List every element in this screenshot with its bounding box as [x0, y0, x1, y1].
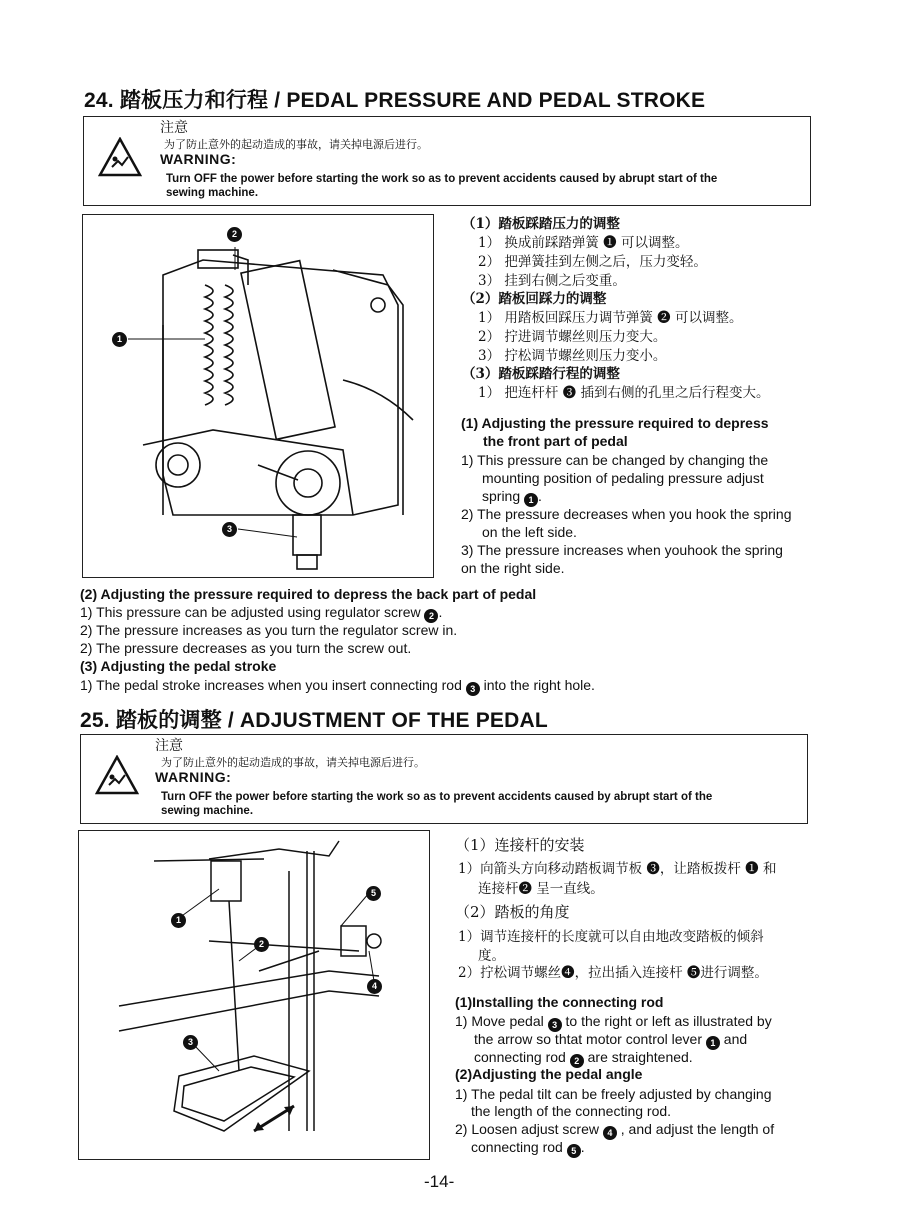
en-text: 1) This pressure can be adjusted using regulator screw — [80, 604, 421, 620]
en-text: the length of the connecting rod. — [471, 1103, 672, 1119]
warning-triangle-icon — [98, 137, 142, 177]
warning-en-title: WARNING: — [155, 769, 232, 785]
en-text: spring — [482, 488, 521, 504]
callout-4-icon: 4 — [603, 1126, 617, 1140]
en-text: 2) Loosen adjust screw — [455, 1121, 599, 1137]
en-text: and — [723, 1031, 748, 1047]
en-heading-1: (1)Installing the connecting rod — [455, 994, 664, 1010]
figure-callout-5: 5 — [366, 886, 381, 901]
zh-item: 1） 把连杆杆 ❸ 插到右侧的孔里之后行程变大。 — [478, 385, 770, 401]
zh-item: 2） 把弹簧挂到左侧之后，压力变轻。 — [478, 254, 707, 270]
callout-3-icon: 3 — [548, 1018, 562, 1032]
en-text: on the right side. — [461, 560, 565, 576]
en-heading-1: (1) Adjusting the pressure required to depress — [461, 415, 769, 431]
zh-heading-1: （1）踏板踩踏压力的调整 — [462, 216, 620, 232]
callout-3-icon: 3 — [466, 682, 480, 696]
en-text: 3) The pressure increases when youhook the spring — [461, 542, 783, 558]
figure-callout-4: 4 — [367, 979, 382, 994]
en-heading-2: (2) Adjusting the pressure required to depress the back part of pedal — [80, 586, 537, 602]
section-24-title: 24. 踏板压力和行程 / PEDAL PRESSURE AND PEDAL STROKE — [84, 89, 706, 112]
warning-en-title: WARNING: — [160, 151, 237, 167]
zh-heading-2: （2）踏板的角度 — [455, 903, 570, 921]
zh-item: 3） 挂到右侧之后变重。 — [478, 273, 626, 289]
en-text: the arrow so thtat motor control lever — [474, 1031, 702, 1047]
callout-1-icon: 1 — [524, 493, 538, 507]
en-heading-1-cont: the front part of pedal — [483, 433, 628, 449]
warning-zh-title: 注意 — [160, 120, 188, 136]
zh-item: 连接杆❷ 呈一直线。 — [478, 881, 604, 897]
zh-heading-1: （1）连接杆的安装 — [455, 836, 585, 854]
en-text-spring: spring 1 . — [482, 488, 542, 505]
en-text: 2) The pressure increases as you turn the regulator screw in. — [80, 622, 458, 638]
warning-zh-text: 为了防止意外的起动造成的事故，请关掉电源后进行。 — [164, 138, 428, 151]
figure-callout-2: 2 — [227, 227, 242, 242]
en-text: 2) The pressure decreases when you hook the spring — [461, 506, 792, 522]
pedal-mechanism-drawing — [83, 215, 433, 577]
en-text: 2) The pressure decreases as you turn the screw out. — [80, 640, 412, 656]
callout-1-icon: 1 — [706, 1036, 720, 1050]
warning-zh-title: 注意 — [155, 738, 183, 754]
en-text: into the right hole. — [483, 677, 595, 693]
en-text: 1) The pedal tilt can be freely adjusted by changing — [455, 1086, 772, 1102]
pedal-mechanism-figure — [82, 214, 434, 578]
zh-item: 度。 — [478, 948, 505, 964]
en-text: connecting rod — [471, 1139, 563, 1155]
figure-callout-1: 1 — [171, 913, 186, 928]
en-text: mounting position of pedaling pressure adjust — [482, 470, 764, 486]
pedal-adjustment-figure — [78, 830, 430, 1160]
en-text-stroke — [80, 676, 595, 696]
en-text: 1) This pressure can be changed by changing the — [461, 452, 769, 468]
zh-item: 2） 拧进调节螺丝则压力变大。 — [478, 329, 667, 345]
figure-callout-2: 2 — [254, 937, 269, 952]
warning-triangle-icon — [95, 755, 139, 795]
zh-item: 1） 用踏板回踩压力调节弹簧 ❷ 可以调整。 — [478, 310, 743, 326]
en-heading-2: (2)Adjusting the pedal angle — [455, 1066, 643, 1082]
en-text-loosen — [455, 1120, 774, 1140]
warning-box-24 — [83, 116, 811, 206]
warning-box-25 — [80, 734, 808, 824]
zh-item: 3） 拧松调节螺丝则压力变小。 — [478, 348, 667, 364]
warning-en-text-line1: Turn OFF the power before starting the work so as to prevent accidents caused by abrupt start of the — [161, 791, 713, 803]
figure-callout-1: 1 — [112, 332, 127, 347]
zh-heading-3: （3）踏板踩踏行程的调整 — [462, 366, 620, 382]
en-heading-3: (3) Adjusting the pedal stroke — [80, 658, 277, 674]
pedal-adjustment-drawing — [79, 831, 429, 1159]
en-text: 1) The pedal stroke increases when you insert connecting rod — [80, 677, 462, 693]
en-text: 1) Move pedal — [455, 1013, 544, 1029]
warning-en-text-line1: Turn OFF the power before starting the work so as to prevent accidents caused by abrupt start of the — [166, 173, 718, 185]
en-text-move-pedal — [455, 1012, 772, 1032]
callout-5-icon: 5 — [567, 1144, 581, 1158]
figure-callout-3: 3 — [183, 1035, 198, 1050]
page-number: -14- — [424, 1172, 455, 1191]
warning-en-text-line2: sewing machine. — [166, 187, 259, 199]
en-text-regulator: 1) This pressure can be adjusted using regulator screw 2 . — [80, 604, 443, 621]
zh-heading-2: （2）踏板回踩力的调整 — [462, 291, 607, 307]
warning-zh-text: 为了防止意外的起动造成的事故，请关掉电源后进行。 — [161, 756, 425, 769]
en-text-connecting-rod: connecting rod 5 . — [471, 1139, 585, 1156]
section-25-title: 25. 踏板的调整 / ADJUSTMENT OF THE PEDAL — [80, 709, 548, 732]
callout-2-icon: 2 — [570, 1054, 584, 1068]
en-text: are straightened. — [587, 1049, 693, 1065]
zh-item: 1）向箭头方向移动踏板调节板 ❸，让踏板拨杆 ❶ 和 — [458, 861, 777, 877]
callout-2-icon: 2 — [424, 609, 438, 623]
warning-en-text-line2: sewing machine. — [161, 805, 254, 817]
figure-callout-3: 3 — [222, 522, 237, 537]
zh-item: 1）调节连接杆的长度就可以自由地改变踏板的倾斜 — [458, 929, 764, 945]
en-text: to the right or left as illustrated by — [565, 1013, 772, 1029]
en-text: , and adjust the length of — [620, 1121, 775, 1137]
zh-item: 2）拧松调节螺丝❹，拉出插入连接杆 ❺进行调整。 — [458, 965, 768, 981]
en-text: on the left side. — [482, 524, 577, 540]
en-text-arrow — [474, 1030, 747, 1050]
zh-item: 1） 换成前踩踏弹簧 ❶ 可以调整。 — [478, 235, 689, 251]
en-text: connecting rod — [474, 1049, 566, 1065]
